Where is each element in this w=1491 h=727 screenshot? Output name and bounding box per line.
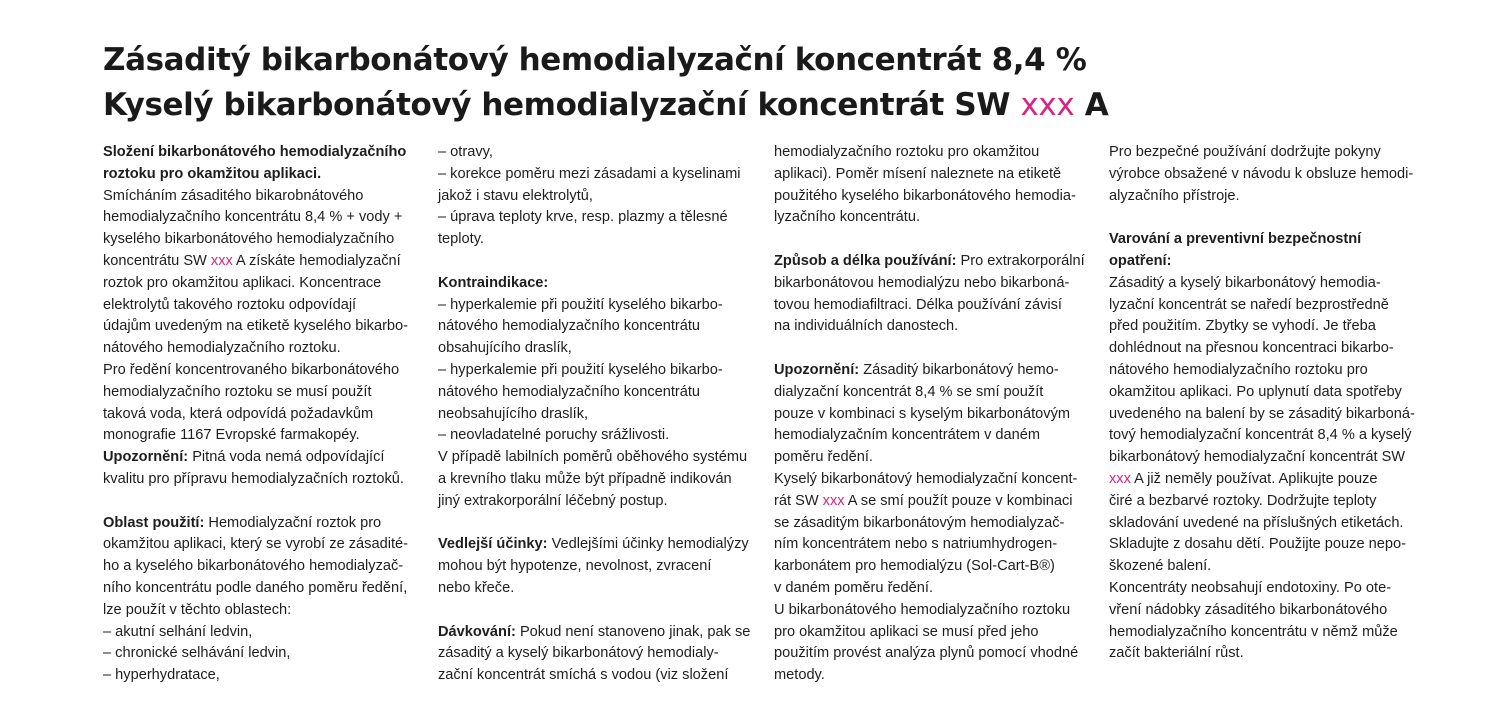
text-line <box>103 534 433 556</box>
paragraph-gap <box>438 600 768 622</box>
text-line <box>438 186 768 208</box>
text-line <box>438 207 768 229</box>
text-line: tový hemodialyzační koncentrát 8,4 % a kyselý <box>1109 427 1412 444</box>
variant-placeholder: xxx <box>210 252 233 269</box>
text-fragment: rát SW <box>774 492 819 509</box>
text-line: a krevního tlaku může být případně indikován <box>438 470 732 487</box>
text-line <box>1109 600 1439 622</box>
text-line: lze použít v těchto oblastech: <box>103 601 292 618</box>
text-line: lyzačního koncentrátu. <box>774 209 921 226</box>
title-variant-placeholder: xxx <box>1020 87 1075 123</box>
text-line: roztok pro okamžitou aplikaci. Koncentrace <box>103 274 382 291</box>
text-line: Pro bezpečné používání dodržujte pokyny <box>1109 144 1381 160</box>
text-line: Skladujte z dosahu dětí. Použijte pouze nepo- <box>1109 536 1406 553</box>
text-line <box>1109 622 1439 644</box>
page-title <box>103 38 1108 128</box>
text-line <box>1109 142 1439 164</box>
heading-line <box>103 164 433 186</box>
text-line: Kyselý bikarbonátový hemodialyzační koncent- <box>774 470 1078 487</box>
text-line <box>438 643 768 665</box>
text-line <box>774 382 1104 404</box>
text-line: – korekce poměru mezi zásadami a kyselinami <box>438 165 741 182</box>
text-line <box>103 469 433 491</box>
text-line: – hyperkalemie při použití kyselého bikarbo- <box>438 296 723 313</box>
text-line <box>774 513 1104 535</box>
text-fragment: A již neměly používat. Aplikujte pouze <box>1134 470 1378 487</box>
text-column-4 <box>1109 142 1439 665</box>
text-line <box>774 251 1104 273</box>
text-fragment: Pro extrakorporální <box>960 252 1085 269</box>
text-line <box>774 164 1104 186</box>
text-line <box>103 665 433 687</box>
text-line: výrobce obsažené v návodu k obsluze hemodi- <box>1109 165 1414 182</box>
text-line <box>438 273 768 295</box>
text-line <box>774 600 1104 622</box>
text-line: – úprava teploty krve, resp. plazmy a tělesné <box>438 209 728 226</box>
text-line: jiný extrakorporální léčebný postup. <box>438 492 668 509</box>
text-line: hemodialyzačním koncentrátem v daném <box>774 427 1041 444</box>
text-line: karbonátem pro hemodialýzu (Sol-Cart-B®) <box>774 558 1055 575</box>
text-line <box>774 447 1104 469</box>
text-line <box>1109 469 1439 491</box>
text-line <box>103 207 433 229</box>
text-fragment: A získáte hemodialyzační <box>236 252 401 269</box>
text-line <box>103 360 433 382</box>
text-line: – neovladatelné poruchy srážlivosti. <box>438 427 670 444</box>
text-line: nebo křeče. <box>438 579 515 596</box>
text-line: uvedeného na balení by se zásaditý bikarboná- <box>1109 405 1415 422</box>
text-line <box>438 382 768 404</box>
heading-line <box>1109 229 1439 251</box>
text-line: pro okamžitou aplikaci se musí před jeho <box>774 623 1039 640</box>
text-column-3 <box>774 142 1104 687</box>
text-line <box>438 556 768 578</box>
text-line: mohou být hypotenze, nevolnost, zvracení <box>438 558 712 575</box>
text-line <box>1109 513 1439 535</box>
text-line <box>103 643 433 665</box>
text-line: – chronické selhávání ledvin, <box>103 645 291 662</box>
text-line <box>1109 316 1439 338</box>
paragraph-gap <box>774 229 1104 251</box>
usage-label: Oblast použití: <box>103 514 205 531</box>
text-line: údajům uvedeným na etiketě kyselého bikarbo- <box>103 318 409 335</box>
text-column-2 <box>438 142 768 687</box>
text-line <box>774 622 1104 644</box>
text-line: neobsahujícího draslík, <box>438 405 589 422</box>
text-line <box>1109 643 1439 665</box>
text-line <box>103 622 433 644</box>
text-line <box>1109 404 1439 426</box>
text-line: V případě labilních poměrů oběhového systému <box>438 449 748 466</box>
text-line: hemodialyzačního roztoku se musí použít <box>103 383 372 400</box>
text-fragment: Hemodialyzační roztok pro <box>208 514 382 531</box>
text-line <box>103 425 433 447</box>
text-line <box>1109 425 1439 447</box>
text-line: – hyperhydratace, <box>103 667 220 684</box>
text-line <box>1109 447 1439 469</box>
text-line <box>438 578 768 600</box>
text-line <box>438 142 768 164</box>
text-line <box>774 295 1104 317</box>
text-line <box>438 622 768 644</box>
text-line <box>1109 491 1439 513</box>
text-line: jakož i stavu elektrolytů, <box>438 187 593 204</box>
text-line <box>774 207 1104 229</box>
text-line: obsahujícího draslík, <box>438 340 572 357</box>
text-line <box>774 273 1104 295</box>
text-line: škozené balení. <box>1109 558 1212 575</box>
text-line: nátového hemodialyzačního koncentrátu <box>438 318 701 335</box>
text-line: – akutní selhání ledvin, <box>103 623 253 640</box>
text-line: aplikaci). Poměr mísení naleznete na etiketě <box>774 165 1062 182</box>
text-line <box>774 404 1104 426</box>
caution-heading: opatření: <box>1109 252 1172 269</box>
text-fragment: A se smí použít pouze v kombinaci <box>847 492 1073 509</box>
text-line: dohlédnout na přesnou koncentraci bikarbo- <box>1109 340 1394 357</box>
dosage-label: Dávkování: <box>438 623 516 640</box>
text-line <box>438 534 768 556</box>
text-fragment: Zásaditý bikarbonátový hemo- <box>863 361 1059 378</box>
text-line: začít bakteriální růst. <box>1109 645 1244 662</box>
text-line <box>774 142 1104 164</box>
text-line <box>103 382 433 404</box>
paragraph-gap <box>1109 207 1439 229</box>
text-line: elektrolytů takového roztoku odpovídají <box>103 296 357 313</box>
text-line <box>1109 556 1439 578</box>
text-line: hemodialyzačního roztoku pro okamžitou <box>774 144 1040 160</box>
text-line <box>103 447 433 469</box>
text-line <box>1109 382 1439 404</box>
text-line <box>103 316 433 338</box>
text-line <box>774 360 1104 382</box>
text-line <box>103 229 433 251</box>
text-line <box>438 229 768 251</box>
text-line: ního koncentrátu podle daného poměru ředění, <box>103 579 408 596</box>
text-line: se zásaditým bikarbonátovým hemodialyzač- <box>774 514 1065 531</box>
text-line: Pro ředění koncentrovaného bikarbonátového <box>103 361 400 378</box>
text-line <box>438 665 768 687</box>
text-line: monografie 1167 Evropské farmakopéy. <box>103 427 360 444</box>
text-line: nátového hemodialyzačního koncentrátu <box>438 383 701 400</box>
text-line: U bikarbonátového hemodialyzačního roztoku <box>774 601 1071 618</box>
variant-placeholder: xxx <box>1109 470 1131 487</box>
text-line: alyzačního přístroje. <box>1109 187 1240 204</box>
text-line: pouze v kombinaci s kyselým bikarbonátovým <box>774 405 1071 422</box>
text-fragment: Pitná voda nemá odpovídající <box>192 449 385 466</box>
text-line: lyzační koncentrát se naředí bezprostředně <box>1109 296 1389 313</box>
text-line <box>103 251 433 273</box>
text-fragment: Vedlejšími účinky hemodialýzy <box>551 536 749 553</box>
section-heading: roztoku pro okamžitou aplikaci. <box>103 165 322 182</box>
text-line: nátového hemodialyzačního roztoku pro <box>1109 361 1368 378</box>
text-line <box>774 534 1104 556</box>
text-line <box>774 643 1104 665</box>
paragraph-gap <box>774 338 1104 360</box>
text-line <box>103 513 433 535</box>
text-line <box>103 186 433 208</box>
text-line: teploty. <box>438 231 484 248</box>
text-line <box>1109 534 1439 556</box>
text-line <box>774 578 1104 600</box>
text-line: dialyzační koncentrát 8,4 % se smí použít <box>774 383 1044 400</box>
text-line <box>774 556 1104 578</box>
text-line: metody. <box>774 667 825 684</box>
text-fragment: Pokud není stanoveno jinak, pak se <box>519 623 751 640</box>
text-line <box>1109 295 1439 317</box>
text-line <box>103 273 433 295</box>
heading-line <box>103 142 433 164</box>
text-line <box>438 491 768 513</box>
text-line <box>438 447 768 469</box>
text-line: zásaditý a kyselý bikarbonátový hemodialy- <box>438 645 719 662</box>
title-line-2-end: A <box>1084 87 1109 123</box>
text-line: – otravy, <box>438 144 493 160</box>
text-line: nátového hemodialyzačního roztoku. <box>103 340 341 357</box>
text-column-1 <box>103 142 433 687</box>
text-line <box>1109 273 1439 295</box>
text-line <box>774 469 1104 491</box>
text-line: skladování uvedené na příslušných etiketách. <box>1109 514 1404 531</box>
text-line <box>1109 578 1439 600</box>
text-line: čiré a bezbarvé roztoky. Dodržujte teploty <box>1109 492 1377 509</box>
text-line <box>1109 338 1439 360</box>
text-line: okamžitou aplikaci, který se vyrobí ze zásadité- <box>103 536 408 553</box>
text-line: použitím provést analýza plynů pomocí vhodné <box>774 645 1079 662</box>
text-line: před použitím. Zbytky se vyhodí. Je třeba <box>1109 318 1376 335</box>
paragraph-gap <box>438 513 768 535</box>
text-line: bikarbonátovou hemodialýzu nebo bikarboná- <box>774 274 1070 291</box>
text-line <box>774 425 1104 447</box>
text-line: použitého kyselého bikarbonátového hemodia- <box>774 187 1076 204</box>
text-line <box>103 578 433 600</box>
text-line <box>103 338 433 360</box>
paragraph-gap <box>103 491 433 513</box>
heading-line <box>1109 251 1439 273</box>
text-line <box>774 491 1104 513</box>
text-line: taková voda, která odpovídá požadavkům <box>103 405 374 422</box>
section-heading: Složení bikarbonátového hemodialyzačního <box>103 144 407 160</box>
text-line <box>774 665 1104 687</box>
text-line <box>438 164 768 186</box>
text-line: ním koncentrátem nebo s natriumhydrogen- <box>774 536 1058 553</box>
text-line: kyselého bikarbonátového hemodialyzačního <box>103 231 395 248</box>
text-line <box>103 295 433 317</box>
text-line <box>774 316 1104 338</box>
text-line: okamžitou aplikaci. Po uplynutí data spotřeby <box>1109 383 1402 400</box>
text-line <box>103 556 433 578</box>
method-label: Způsob a délka používání: <box>774 252 957 269</box>
variant-placeholder: xxx <box>822 492 845 509</box>
text-line <box>438 316 768 338</box>
text-line <box>438 425 768 447</box>
text-line <box>1109 164 1439 186</box>
text-line <box>103 600 433 622</box>
warning-label: Upozornění: <box>774 361 860 378</box>
text-line: hemodialyzačního koncentrátu 8,4 % + vody + <box>103 209 403 226</box>
text-line: Zásaditý a kyselý bikarbonátový hemodia- <box>1109 274 1381 291</box>
title-line-2-main: Kyselý bikarbonátový hemodialyzační koncentrát SW <box>103 87 1011 123</box>
text-line: na individuálních danostech. <box>774 318 959 335</box>
text-line: hemodialyzačního koncentrátu v němž může <box>1109 623 1398 640</box>
text-line: v daném poměru ředění. <box>774 579 933 596</box>
text-line: kvalitu pro přípravu hemodialyzačních roztoků. <box>103 470 404 487</box>
text-line: Smícháním zásaditého bikarobnátového <box>103 187 364 204</box>
text-line: bikarbonátový hemodialyzační koncentrát SW <box>1109 449 1406 466</box>
text-line <box>103 404 433 426</box>
text-line <box>438 338 768 360</box>
warning-label: Upozornění: <box>103 449 189 466</box>
text-line <box>1109 186 1439 208</box>
caution-heading: Varování a preventivní bezpečnostní <box>1109 231 1362 248</box>
title-line-1: Zásaditý bikarbonátový hemodialyzační koncentrát 8,4 % <box>103 42 1087 78</box>
text-line: Koncentráty neobsahují endotoxiny. Po ote- <box>1109 579 1392 596</box>
text-line: ho a kyselého bikarbonátového hemodialyzač- <box>103 558 404 575</box>
text-line <box>774 186 1104 208</box>
text-line: zační koncentrát smíchá s vodou (viz složení <box>438 667 729 684</box>
side-effects-label: Vedlejší účinky: <box>438 536 548 553</box>
text-line: vření nádobky zásaditého bikarbonátového <box>1109 601 1388 618</box>
paragraph-gap <box>438 251 768 273</box>
text-line <box>438 295 768 317</box>
text-line: poměru ředění. <box>774 449 873 466</box>
text-line: tovou hemodiafiltraci. Délka používání závisí <box>774 296 1062 313</box>
text-fragment: koncentrátu SW <box>103 252 207 269</box>
text-line <box>438 360 768 382</box>
title-line-2 <box>103 83 1108 128</box>
contraindications-label: Kontraindikace: <box>438 274 549 291</box>
text-line <box>438 469 768 491</box>
text-line <box>438 404 768 426</box>
text-line <box>1109 360 1439 382</box>
text-line: – hyperkalemie při použití kyselého bikarbo- <box>438 361 723 378</box>
